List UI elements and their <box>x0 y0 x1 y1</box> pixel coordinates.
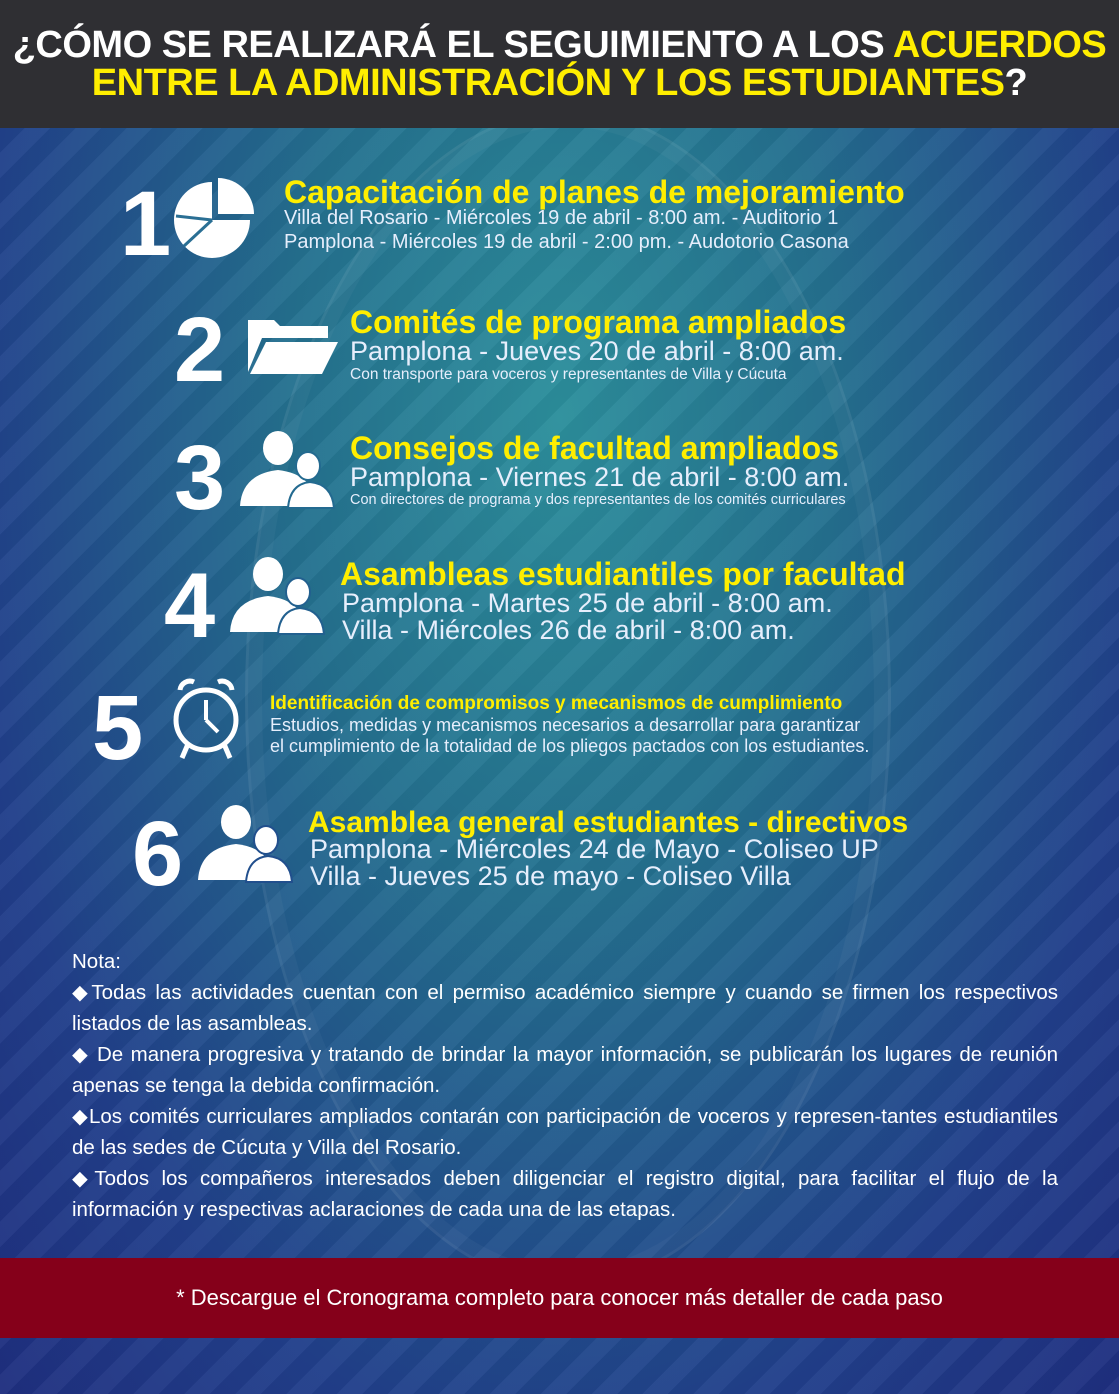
footer-text: * Descargue el Cronograma completo para conocer más detaller de cada paso <box>176 1285 943 1310</box>
step-number: 1 <box>120 173 172 275</box>
header-title-line-1 <box>0 24 1119 67</box>
header-title-highlight: ACUERDOS <box>892 24 1107 66</box>
step-number: 2 <box>174 299 226 401</box>
folder-icon <box>244 312 340 376</box>
users-icon <box>238 430 336 510</box>
note-item: ◆Todos los compañeros interesados deben diligenciar el registro digital, para facilitar el flujo de la información y respectivas aclaraciones de cada una de las etapas. <box>72 1167 1058 1221</box>
step-title: Identificación de compromisos y mecanismos de cumplimiento <box>270 693 843 714</box>
step-title: Consejos de facultad ampliados <box>350 430 839 466</box>
notes-label: Nota: <box>72 950 121 973</box>
step-number: 6 <box>132 803 184 905</box>
step-detail-line: Pamplona - Viernes 21 de abril - 8:00 am. <box>350 462 850 492</box>
step-detail-line: Con directores de programa y dos representantes de los comités curriculares <box>350 492 846 508</box>
step-detail-line: el cumplimiento de la totalidad de los pliegos pactados con los estudiantes. <box>270 736 870 756</box>
step-detail-line: Villa - Miércoles 26 de abril - 8:00 am. <box>342 615 795 645</box>
step-detail-line: Pamplona - Jueves 20 de abril - 8:00 am. <box>350 336 844 366</box>
step-detail-line: Pamplona - Miércoles 24 de Mayo - Coliseo UP <box>310 834 879 864</box>
step-title: Asamblea general estudiantes - directivos <box>308 806 909 839</box>
header-banner <box>0 0 1119 128</box>
step-number: 3 <box>174 427 226 529</box>
step-title: Capacitación de planes de mejoramiento <box>284 174 905 210</box>
step-number: 5 <box>92 677 144 779</box>
step-title: Asambleas estudiantiles por facultad <box>340 556 906 592</box>
note-item: ◆Los comités curriculares ampliados contarán con participación de voceros y represen-tantes estudiantiles de las sedes de Cúcuta y Villa del Rosario. <box>72 1105 1058 1159</box>
step-detail-line: Villa - Jueves 25 de mayo - Coliseo Villa <box>310 861 791 891</box>
step-detail-line: Estudios, medidas y mecanismos necesarios a desarrollar para garantizar <box>270 715 861 735</box>
users-icon <box>196 804 294 884</box>
step-title: Comités de programa ampliados <box>350 304 847 340</box>
pie-chart-icon <box>172 176 256 260</box>
step-detail-line: Villa del Rosario - Miércoles 19 de abril - 8:00 am. - Auditorio 1 <box>284 207 839 229</box>
note-item: ◆ De manera progresiva y tratando de brindar la mayor información, se publicarán los lugares de reunión apenas se tenga la debida confirmación. <box>72 1043 1058 1097</box>
users-icon <box>228 556 326 636</box>
header-title-line-2 <box>0 62 1119 105</box>
note-item: ◆Todas las actividades cuentan con el permiso académico siempre y cuando se firmen los respectivos listados de las asambleas. <box>72 981 1058 1035</box>
header-question-mark: ? <box>1004 62 1028 104</box>
alarm-clock-icon <box>170 676 242 764</box>
step-detail-line: Con transporte para voceros y representantes de Villa y Cúcuta <box>350 366 787 383</box>
header-title-highlight-2: ENTRE LA ADMINISTRACIÓN Y LOS ESTUDIANTES <box>91 62 1005 104</box>
step-number: 4 <box>164 555 216 657</box>
step-detail-line: Pamplona - Miércoles 19 de abril - 2:00 pm. - Audotorio Casona <box>284 231 849 253</box>
header-title-white: ¿CÓMO SE REALIZARÁ EL SEGUIMIENTO A LOS <box>12 24 893 66</box>
notes-section <box>72 946 1058 1225</box>
footer-banner <box>0 1258 1119 1338</box>
step-detail-line: Pamplona - Martes 25 de abril - 8:00 am. <box>342 588 833 618</box>
